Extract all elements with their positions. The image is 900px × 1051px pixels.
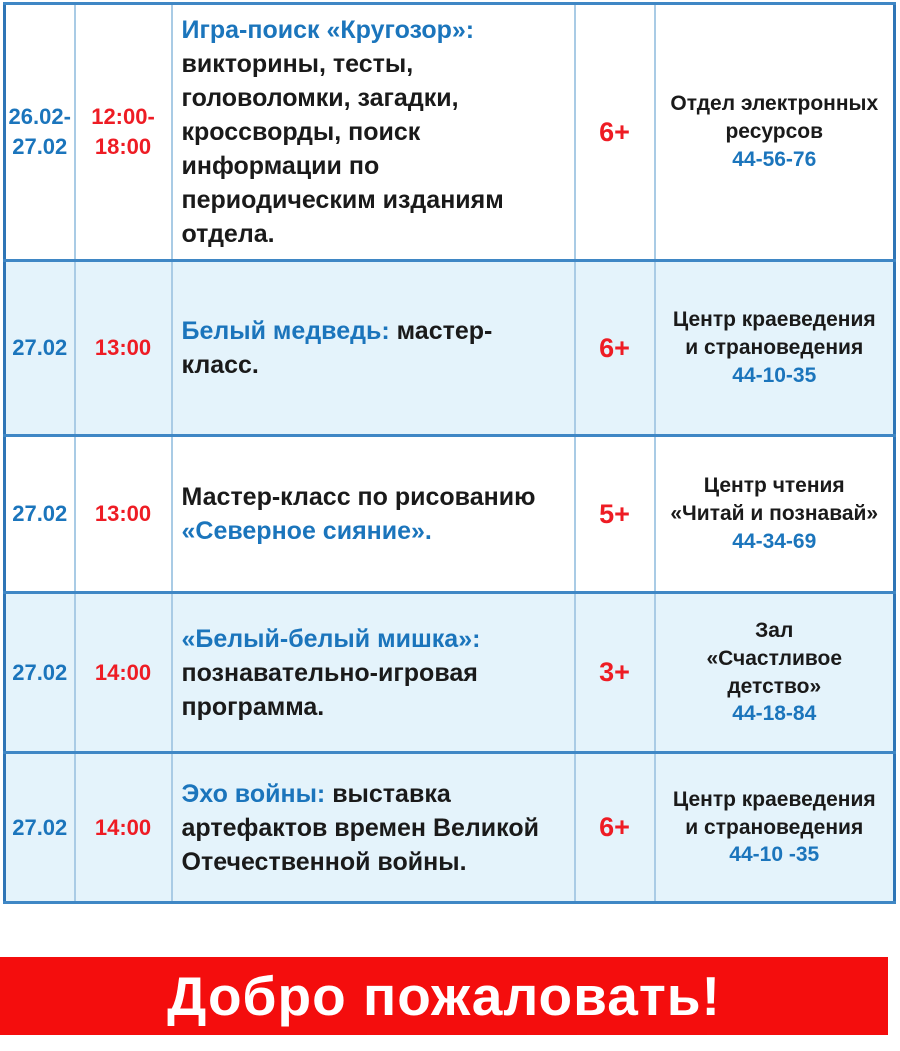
location-name: Центр краеведения и страноведения [672,787,876,839]
location-phone: 44-10-35 [732,363,817,387]
event-description: «Белый-белый мишка»: познавательно-игровая программа. [172,593,575,753]
event-time: 14:00 [75,753,172,903]
welcome-banner [0,957,888,1035]
age-rating-badge: 3+ [575,593,655,753]
age-rating-badge: 6+ [575,261,655,436]
event-description: Игра-поиск «Кругозор»: викторины, тесты, головоломки, загадки, кроссворды, поиск информации по периодическим изданиям отдела. [172,4,575,261]
location-name: Зал «Счастливое детство» [706,618,842,698]
location-name: Отдел электронных ресурсов [670,92,879,144]
age-rating-badge: 5+ [575,436,655,593]
location-name: Центр чтения «Читай и познавай» [670,474,879,526]
event-location [655,436,895,593]
event-date: 26.02- 27.02 [5,4,75,261]
event-date: 27.02 [5,436,75,593]
event-location [655,261,895,436]
event-time: 13:00 [75,261,172,436]
event-location [655,4,895,261]
welcome-banner-text: Добро пожаловать! [167,965,721,1027]
location-name: Центр краеведения и страноведения [672,308,876,360]
event-row [5,593,895,753]
event-row [5,4,895,261]
event-time: 14:00 [75,593,172,753]
event-location [655,753,895,903]
event-description: Мастер-класс по рисованию «Северное сияние». [172,436,575,593]
event-description: Эхо войны: выставка артефактов времен Великой Отечественной войны. [172,753,575,903]
event-location [655,593,895,753]
event-row [5,436,895,593]
events-schedule-table [3,2,896,904]
location-phone: 44-18-84 [732,702,817,726]
age-rating-badge: 6+ [575,4,655,261]
event-date: 27.02 [5,753,75,903]
age-rating-badge: 6+ [575,753,655,903]
events-schedule-body [5,4,895,903]
event-time: 13:00 [75,436,172,593]
event-row [5,753,895,903]
event-row [5,261,895,436]
location-phone: 44-10 -35 [729,843,820,867]
event-date: 27.02 [5,261,75,436]
event-time: 12:00- 18:00 [75,4,172,261]
location-phone: 44-34-69 [732,529,817,553]
event-date: 27.02 [5,593,75,753]
event-description: Белый медведь: мастер-класс. [172,261,575,436]
location-phone: 44-56-76 [732,147,817,171]
